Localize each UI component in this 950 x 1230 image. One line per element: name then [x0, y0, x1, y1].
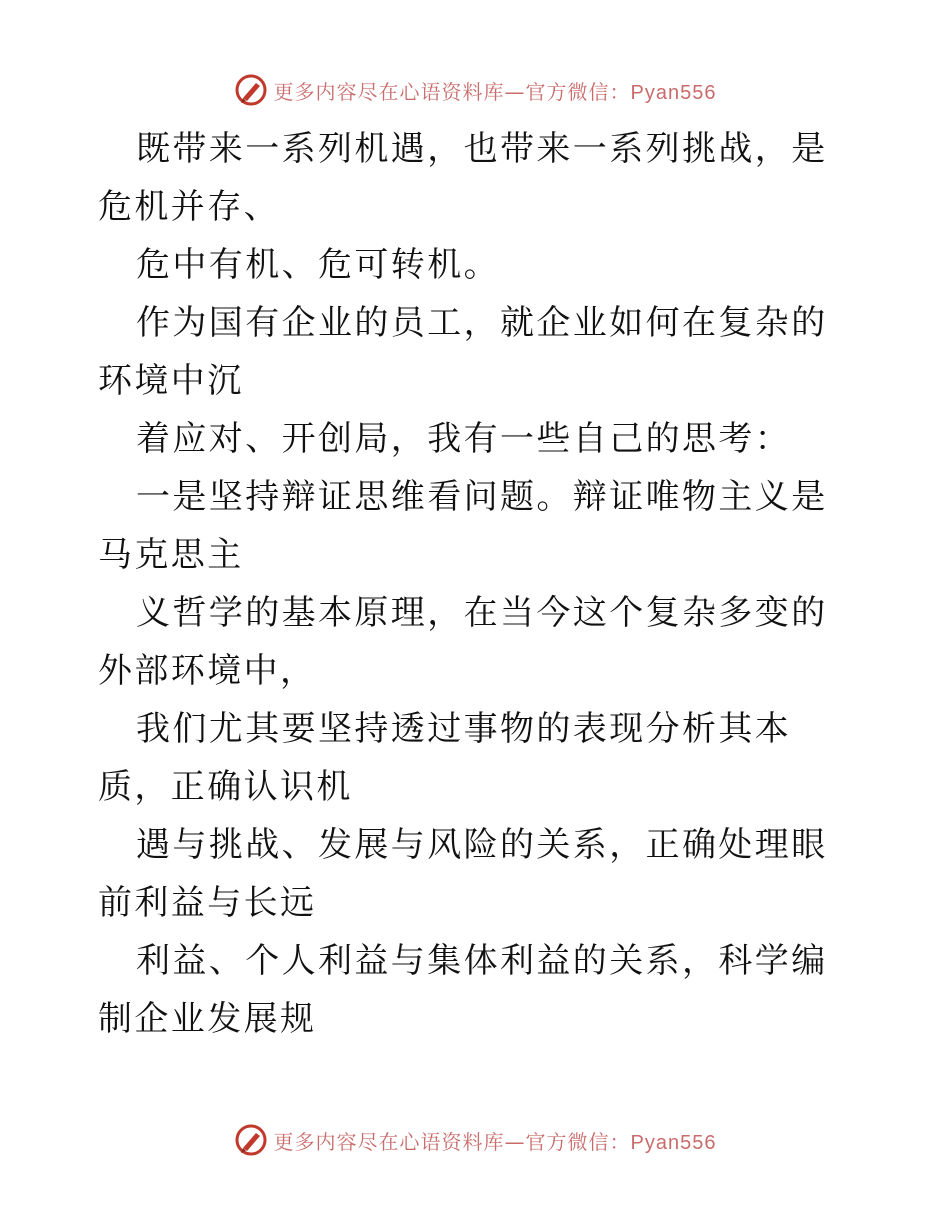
- pen-logo-icon: [234, 73, 268, 107]
- paragraph: 危中有机、危可转机。: [136, 245, 500, 285]
- pen-logo-icon: [234, 1123, 268, 1157]
- paragraph: 一是坚持辩证思维看问题。辩证唯物主义是马克思主: [98, 477, 828, 575]
- paragraph: 利益、个人利益与集体利益的关系，科学编制企业发展规: [98, 941, 828, 1039]
- footer-banner-prefix: 更多内容尽在心语资料库—官方微信：: [273, 1129, 631, 1154]
- header-banner-prefix: 更多内容尽在心语资料库—官方微信：: [273, 79, 631, 104]
- header-banner-text: [274, 76, 717, 105]
- paragraph: 我们尤其要坚持透过事物的表现分析其本质，正确认识机: [98, 709, 792, 807]
- paragraph: 着应对、开创局，我有一些自己的思考：: [136, 419, 792, 459]
- header-wechat-id: Pyan556: [630, 81, 717, 104]
- document-body: [98, 120, 858, 1048]
- paragraph: 义哲学的基本原理，在当今这个复杂多变的外部环境中，: [98, 593, 828, 691]
- paragraph: 遇与挑战、发展与风险的关系，正确处理眼前利益与长远: [98, 825, 828, 923]
- footer-banner: [0, 1120, 950, 1160]
- header-banner: [0, 70, 950, 110]
- paragraph: 作为国有企业的员工，就企业如何在复杂的环境中沉: [98, 303, 828, 401]
- footer-wechat-id: Pyan556: [630, 1131, 717, 1154]
- paragraph: 既带来一系列机遇，也带来一系列挑战，是危机并存、: [98, 129, 828, 227]
- footer-banner-text: [274, 1126, 717, 1155]
